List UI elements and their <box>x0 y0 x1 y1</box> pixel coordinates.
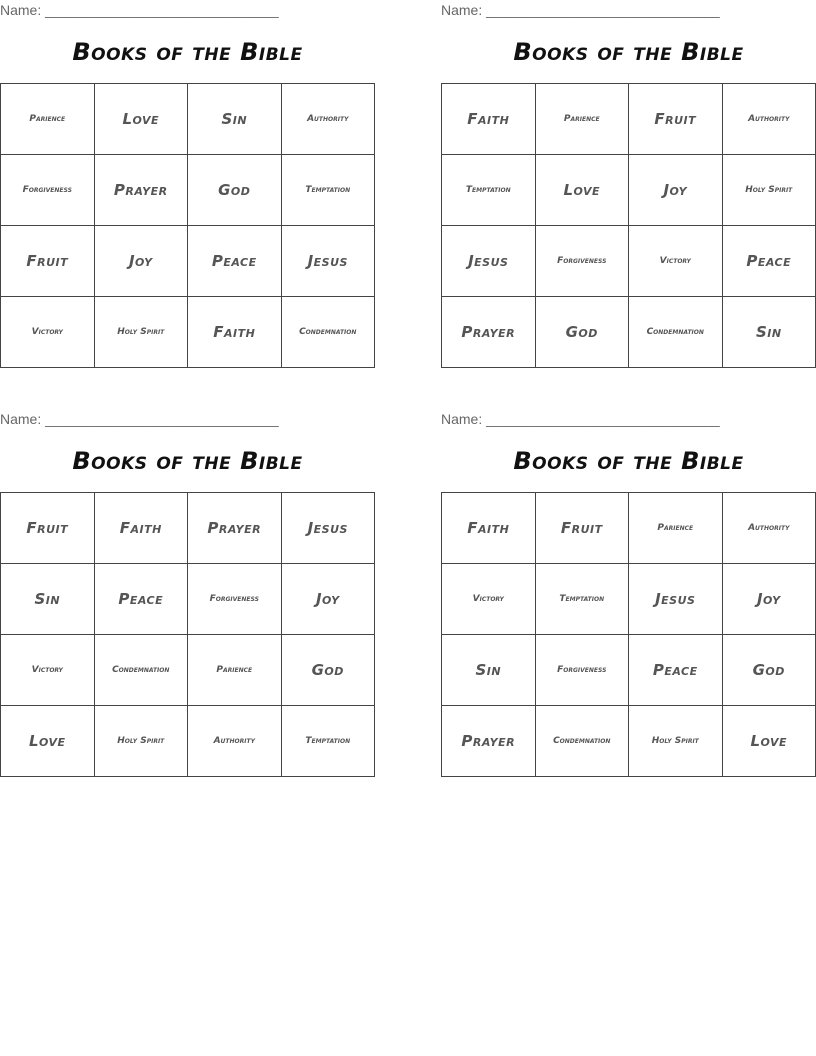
grid-row <box>1 226 375 297</box>
grid-cell: Sin <box>442 635 536 706</box>
grid-cell: Prayer <box>94 155 188 226</box>
card-title: Books of the Bible <box>72 38 303 66</box>
grid-cell: Prayer <box>442 706 536 777</box>
card-title: Books of the Bible <box>513 38 744 66</box>
grid-row <box>442 635 816 706</box>
grid-cell: God <box>188 155 282 226</box>
bingo-grid <box>441 83 816 368</box>
grid-cell: Authority <box>281 84 375 155</box>
grid-cell: Authority <box>722 84 816 155</box>
grid-cell: Prayer <box>188 493 282 564</box>
grid-cell: Temptation <box>442 155 536 226</box>
grid-cell: Temptation <box>281 155 375 226</box>
bingo-card-4 <box>441 409 816 773</box>
name-line: Name: ______________________________ <box>441 411 720 427</box>
grid-row <box>442 84 816 155</box>
grid-cell: Joy <box>281 564 375 635</box>
grid-cell: Faith <box>94 493 188 564</box>
card-title: Books of the Bible <box>72 447 303 475</box>
grid-cell: God <box>722 635 816 706</box>
grid-row <box>1 635 375 706</box>
grid-cell: Love <box>94 84 188 155</box>
grid-cell: Condemnation <box>281 297 375 368</box>
bingo-card-3 <box>0 409 375 773</box>
bingo-card-1 <box>0 0 375 364</box>
grid-cell: Love <box>535 155 629 226</box>
grid-cell: Parience <box>188 635 282 706</box>
grid-cell: Sin <box>1 564 95 635</box>
grid-cell: Condemnation <box>629 297 723 368</box>
grid-cell: Holy Spirit <box>722 155 816 226</box>
grid-cell: Parience <box>535 84 629 155</box>
grid-cell: Victory <box>1 297 95 368</box>
name-line: Name: ______________________________ <box>0 2 279 18</box>
grid-cell: Joy <box>722 564 816 635</box>
grid-row <box>442 226 816 297</box>
grid-cell: Forgiveness <box>1 155 95 226</box>
grid-cell: Jesus <box>281 493 375 564</box>
grid-cell: Holy Spirit <box>629 706 723 777</box>
grid-cell: Holy Spirit <box>94 706 188 777</box>
grid-row <box>1 493 375 564</box>
grid-cell: Fruit <box>1 226 95 297</box>
grid-cell: Jesus <box>442 226 536 297</box>
grid-cell: Condemnation <box>94 635 188 706</box>
grid-cell: Jesus <box>281 226 375 297</box>
grid-row <box>442 706 816 777</box>
card-title: Books of the Bible <box>513 447 744 475</box>
grid-cell: Faith <box>188 297 282 368</box>
grid-cell: Peace <box>629 635 723 706</box>
grid-cell: Joy <box>94 226 188 297</box>
grid-cell: Love <box>1 706 95 777</box>
grid-cell: Peace <box>94 564 188 635</box>
grid-cell: Victory <box>1 635 95 706</box>
bingo-grid <box>0 83 375 368</box>
grid-row <box>1 84 375 155</box>
bingo-grid <box>441 492 816 777</box>
grid-cell: Forgiveness <box>535 635 629 706</box>
grid-cell: Fruit <box>629 84 723 155</box>
name-line: Name: ______________________________ <box>0 411 279 427</box>
grid-cell: Joy <box>629 155 723 226</box>
grid-cell: Faith <box>442 84 536 155</box>
grid-row <box>1 706 375 777</box>
grid-row <box>1 564 375 635</box>
grid-row <box>442 564 816 635</box>
grid-cell: God <box>281 635 375 706</box>
grid-cell: Authority <box>188 706 282 777</box>
grid-row <box>1 297 375 368</box>
grid-cell: God <box>535 297 629 368</box>
grid-cell: Fruit <box>535 493 629 564</box>
grid-row <box>442 155 816 226</box>
grid-cell: Temptation <box>281 706 375 777</box>
grid-cell: Sin <box>722 297 816 368</box>
grid-cell: Fruit <box>1 493 95 564</box>
grid-cell: Condemnation <box>535 706 629 777</box>
grid-cell: Authority <box>722 493 816 564</box>
grid-cell: Peace <box>722 226 816 297</box>
grid-cell: Sin <box>188 84 282 155</box>
bingo-grid <box>0 492 375 777</box>
grid-cell: Faith <box>442 493 536 564</box>
grid-cell: Forgiveness <box>188 564 282 635</box>
name-line: Name: ______________________________ <box>441 2 720 18</box>
bingo-card-2 <box>441 0 816 364</box>
grid-cell: Holy Spirit <box>94 297 188 368</box>
grid-cell: Love <box>722 706 816 777</box>
grid-cell: Peace <box>188 226 282 297</box>
grid-cell: Jesus <box>629 564 723 635</box>
grid-cell: Victory <box>442 564 536 635</box>
grid-cell: Parience <box>629 493 723 564</box>
grid-cell: Forgiveness <box>535 226 629 297</box>
grid-row <box>1 155 375 226</box>
grid-cell: Parience <box>1 84 95 155</box>
grid-row <box>442 493 816 564</box>
grid-row <box>442 297 816 368</box>
grid-cell: Temptation <box>535 564 629 635</box>
grid-cell: Prayer <box>442 297 536 368</box>
grid-cell: Victory <box>629 226 723 297</box>
